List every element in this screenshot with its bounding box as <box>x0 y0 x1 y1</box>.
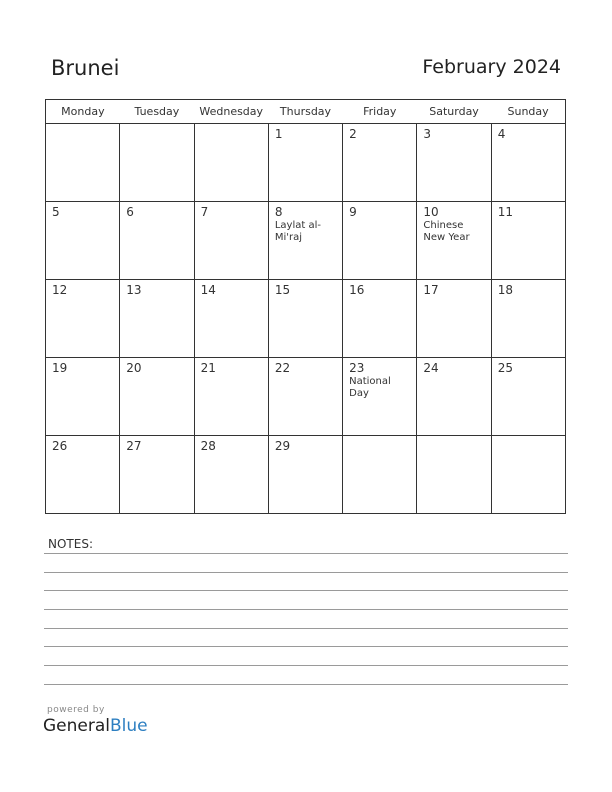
note-line <box>44 684 568 685</box>
day-number: 11 <box>497 205 513 219</box>
day-cell[interactable] <box>46 436 120 514</box>
day-cell[interactable] <box>417 280 491 358</box>
weekday-tuesday: Tuesday <box>120 100 194 124</box>
weekday-sunday: Sunday <box>491 100 565 124</box>
day-number: 17 <box>423 283 439 297</box>
day-cell[interactable] <box>120 280 194 358</box>
day-cell[interactable] <box>343 124 417 202</box>
day-number: 10 <box>423 205 439 219</box>
holiday-label-line: National <box>349 376 391 387</box>
day-number: 16 <box>349 283 365 297</box>
day-cell[interactable] <box>491 280 565 358</box>
day-number: 14 <box>200 283 216 297</box>
day-cell[interactable] <box>194 202 268 280</box>
day-number: 27 <box>126 439 142 453</box>
day-number: 24 <box>423 361 439 375</box>
calendar-grid <box>45 99 566 514</box>
day-cell[interactable] <box>343 202 417 280</box>
day-cell[interactable] <box>46 280 120 358</box>
day-cell[interactable] <box>343 436 417 514</box>
weekday-monday: Monday <box>46 100 120 124</box>
day-number: 9 <box>349 205 357 219</box>
day-cell[interactable] <box>120 436 194 514</box>
note-line <box>44 590 568 591</box>
day-cell[interactable] <box>417 124 491 202</box>
holiday-label <box>349 376 416 400</box>
holiday-label-line: Chinese <box>423 220 464 231</box>
day-number: 15 <box>274 283 291 297</box>
holiday-label-line: Laylat al- <box>274 220 321 231</box>
day-cell[interactable] <box>343 358 417 436</box>
day-cell[interactable] <box>194 358 268 436</box>
day-number: 12 <box>52 283 68 297</box>
note-line <box>44 553 568 554</box>
day-cell[interactable] <box>491 202 565 280</box>
day-number: 18 <box>497 283 513 297</box>
day-cell[interactable] <box>491 358 565 436</box>
note-line <box>44 572 568 573</box>
weekday-saturday: Saturday <box>417 100 491 124</box>
day-cell[interactable] <box>417 202 491 280</box>
holiday-label-line: New Year <box>423 232 470 243</box>
day-cell[interactable] <box>194 436 268 514</box>
holiday-label-line: Day <box>349 388 369 399</box>
day-cell[interactable] <box>194 124 268 202</box>
day-number: 26 <box>52 439 68 453</box>
day-cell[interactable] <box>120 358 194 436</box>
weekday-thursday: Thursday <box>268 100 342 124</box>
day-number: 28 <box>200 439 216 453</box>
day-cell[interactable] <box>343 280 417 358</box>
generalblue-logo[interactable] <box>43 716 148 736</box>
day-cell[interactable] <box>46 202 120 280</box>
powered-by-text: powered by <box>47 705 105 715</box>
weekday-wednesday: Wednesday <box>194 100 268 124</box>
weekday-friday: Friday <box>343 100 417 124</box>
day-number: 1 <box>274 127 283 141</box>
day-cell[interactable] <box>417 358 491 436</box>
logo-blue: Blue <box>110 716 148 736</box>
day-number: 22 <box>274 361 291 375</box>
weekday-header-row <box>46 100 566 124</box>
day-number: 23 <box>349 361 365 375</box>
week-row <box>46 436 566 514</box>
day-number: 20 <box>126 361 142 375</box>
holiday-label-line: Mi'raj <box>274 232 303 243</box>
day-cell[interactable] <box>268 436 342 514</box>
day-number: 5 <box>52 205 60 219</box>
day-cell[interactable] <box>120 202 194 280</box>
day-cell[interactable] <box>268 280 342 358</box>
day-number: 25 <box>497 361 513 375</box>
day-number: 3 <box>423 127 432 141</box>
week-row <box>46 124 566 202</box>
day-number: 7 <box>200 205 209 219</box>
note-line <box>44 628 568 629</box>
day-cell[interactable] <box>46 358 120 436</box>
week-row <box>46 202 566 280</box>
week-row <box>46 280 566 358</box>
day-cell[interactable] <box>491 124 565 202</box>
holiday-label <box>275 220 342 244</box>
day-number: 21 <box>200 361 216 375</box>
day-cell[interactable] <box>417 436 491 514</box>
day-number: 29 <box>274 439 291 453</box>
note-line <box>44 646 568 647</box>
day-number: 8 <box>274 205 283 219</box>
logo-general: General <box>43 716 110 736</box>
day-cell[interactable] <box>120 124 194 202</box>
notes-label: NOTES: <box>48 537 93 551</box>
day-number: 4 <box>497 127 506 141</box>
country-title: Brunei <box>51 56 120 80</box>
holiday-label <box>423 220 490 244</box>
note-line <box>44 609 568 610</box>
day-number: 13 <box>126 283 142 297</box>
day-cell[interactable] <box>194 280 268 358</box>
month-title: February 2024 <box>422 56 561 78</box>
day-number: 19 <box>52 361 68 375</box>
week-row <box>46 358 566 436</box>
day-cell[interactable] <box>46 124 120 202</box>
day-cell[interactable] <box>268 358 342 436</box>
day-number: 2 <box>349 127 357 141</box>
day-number: 6 <box>126 205 134 219</box>
note-line <box>44 665 568 666</box>
day-cell[interactable] <box>268 124 342 202</box>
day-cell[interactable] <box>268 202 342 280</box>
day-cell[interactable] <box>491 436 565 514</box>
